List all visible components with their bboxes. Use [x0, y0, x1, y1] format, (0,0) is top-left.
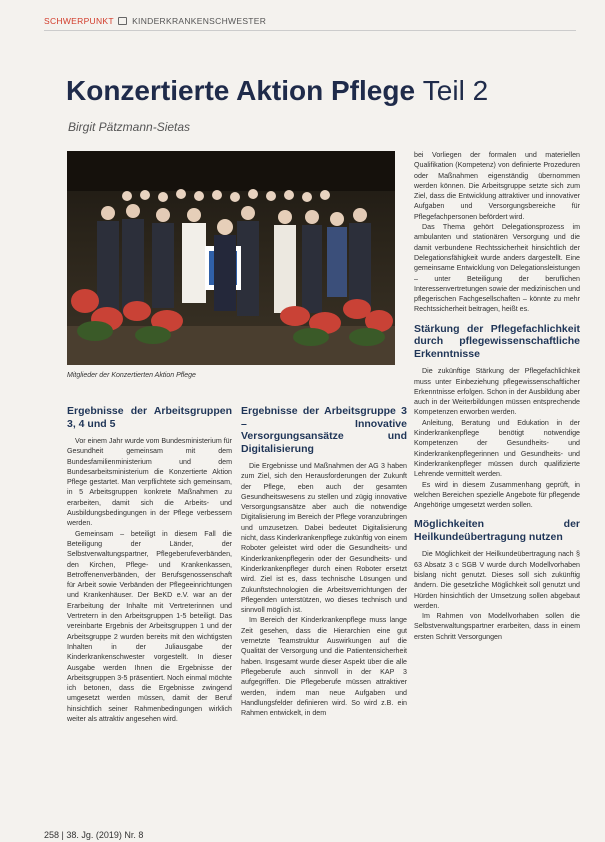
col3-heading-1: Stärkung der Pflegefachlichkeit durch pflegewissenschaftliche Erkenntnisse: [414, 322, 580, 360]
column-2: [241, 405, 407, 718]
col1-paragraph: Gemeinsam – beteiligt in diesem Fall die Beteiligung der Länder, der Selbstverwaltungspartner, Pflegeberufeverbänden, den Kirchen, Pflege- und Krankenkassen, Betroffenenverbänden, der Berufsgenossenschaft für Arbeit sowie Verbänden der Pflegeeinrichtungen und Krankenhäuser. Der BeKD e.V. war an der Erarbeitung der Inhalte mit Vertreterinnen und Vertretern in den Arbeitsgruppen 1-5 beteiligt. Das vereinbarte Ergebnis der Arbeitsgruppen 1 und der Arbeitsgruppe 2 wurden bereits mit den wichtigsten Inhalten in der Juliausgabe der Kinderkrankenschwester vorgestellt. In dieser Ausgabe werden Ihnen die Ergebnisse der Arbeitsgruppen 3-5 präsentiert. Noch einmal möchte ich betonen, dass die Ergebnisse zwingend umgesetzt werden müssen, damit der Beruf hinsichtlich seiner Rahmenbedingungen wirklich weiter als attraktiv angesehen wird.: [67, 529, 232, 724]
title-part: Teil 2: [422, 75, 489, 106]
article-title: [66, 75, 488, 107]
col2-heading: Ergebnisse der Arbeitsgruppe 3 – Innovative Versorgungsansätze und Digitalisierung: [241, 405, 407, 455]
col3-heading-2: Möglichkeiten der Heilkundeübertragung nutzen: [414, 518, 580, 543]
column-3: [414, 150, 580, 642]
col1-heading: Ergebnisse der Arbeitsgruppen 3, 4 und 5: [67, 405, 232, 430]
col2-paragraph: Im Bereich der Kinderkrankenpflege muss lange Zeit gesehen, dass die Hierarchien eine gut vernetzte Teamstruktur Auswirkungen auf die Qualität der Versorgung und die Patientensicherheit haben. Insgesamt wurde dieser Aspekt über die alle Pflegeberufe auch sinnvoll in der KAP 3 aufgegriffen. Die Pflegeberufe müssen attraktiver werden, indem man neue Aufgaben und Handlungsfelder definieren wird. So wird z.B. ein Rahmen entwickelt, in dem: [241, 616, 407, 718]
group-photo: [67, 151, 395, 365]
col3-paragraph: Im Rahmen von Modellvorhaben sollen die Selbstverwaltungspartner erarbeiten, dass in einem ersten Schritt Versorgungen: [414, 612, 580, 641]
col3-paragraph: Die zukünftige Stärkung der Pflegefachlichkeit muss unter Einbeziehung pflegewissenschaftlicher Erkenntnisse erfolgen. Schon in der Ausbildung aber auch in der Weiterbildungen müssen entsprechende Kompetenzen erworben werden.: [414, 367, 580, 417]
col1-paragraph: Vor einem Jahr wurde vom Bundesministerium für Gesundheit gemeinsam mit dem Bundesfamilienministerium und dem Bundesarbeitsministerium die Konzertierte Aktion Pflege gestartet. Man verpflichtete sich gemeinsam, in 5 Arbeitsgruppen konkrete Maßnahmen zu erarbeiten, damit sich die Arbeits- und Ausbildungsbedingungen in der Pflege verbessern werden.: [67, 437, 232, 528]
col3-paragraph: bei Vorliegen der formalen und materiellen Qualifikation (Kompetenz) von definierte Prozeduren oder Maßnahmen eigenständig übernommen werden können. Die Arbeitsgruppe setzte sich zum Ziel, dass die Entwicklung attraktiver und innovativer Aufgaben und Versorgungsbereiche für Pflegefachpersonen befördert wird.: [414, 151, 580, 221]
col3-paragraph: Anleitung, Beratung und Edukation in der Kinderkrankenpflege benötigt notwendige Kompetenzen der Gesundheits- und Kinderkrankenpflegerinnen und Gesundheits- und Kinderkrankenpfleger müssen durch qualifizierte Lehrende vermittelt werden.: [414, 418, 580, 479]
title-main: Konzertierte Aktion Pflege: [66, 75, 416, 106]
page-footer: 258 | 38. Jg. (2019) Nr. 8: [44, 830, 144, 840]
col3-paragraph: Es wird in diesem Zusammenhang geprüft, in welchen Bereichen spezielle Angebote für pflegende Angehörige umgesetzt werden sollen.: [414, 480, 580, 510]
article-author: Birgit Pätzmann-Sietas: [68, 120, 191, 134]
section-label: SCHWERPUNKT: [44, 16, 114, 26]
header-divider: [44, 30, 576, 31]
photo-caption: Mitglieder der Konzertierten Aktion Pflege: [67, 372, 196, 379]
section-icon: [118, 17, 127, 25]
column-1: [67, 405, 232, 724]
col3-paragraph: Die Möglichkeit der Heilkundeübertragung nach § 63 Absatz 3 c SGB V wurde durch Modellvorhaben bislang nicht genutzt. Dieses soll sich zukünftig ändern. Die gesetzliche Möglichkeit soll genutzt und Hürden hinsichtlich der Umsetzung sollen abgebaut werden.: [414, 550, 580, 610]
group-photo-illustration: [67, 151, 395, 365]
col2-paragraph: Die Ergebnisse und Maßnahmen der AG 3 haben zum Ziel, sich den Herausforderungen der Zukunft der Pflege, eben auch der gesamten Gesundheitswesens zu stellen und zügig innovative Versorgungsansätze aber auch die notwendige Digitalisierung im Bereich der Pflege voranzubringen und umzusetzen. Dabei bedeutet Digitalisierung nicht, dass Kinderkrankenpflege zukünftig von einem Roboter geleistet wird oder die Gesundheits- und Kinderkrankenpflegerin oder der Gesundheits- und Kinderkrankenpfleger durch einen Roboter ersetzt wird. Ziel ist es, dass technische Lösungen und Zukunftstechnologien die Arbeitsverrichtungen der Pflegenden unterstützen, wo dieses technisch und sinnvoll möglich ist.: [241, 462, 408, 615]
subsection-label: KINDERKRANKENSCHWESTER: [132, 16, 267, 26]
section-header: [44, 16, 266, 26]
col3-paragraph: Das Thema gehört Delegationsprozess im ambulanten und stationären Versorgung und die damit verbundene Rechtssicherheit hinsichtlich der Delegationsfähigkeit wurde anders dargestellt. Eine gemeinsame Entwicklung von Delegationsleistungen – unter Beteiligung der beruflichen Interessenvertretungen sowie der medizinischen und pflegerischen Fachgesellschaften – könnte zu mehr Rechtssicherheit beitragen, heißt es.: [414, 223, 581, 314]
